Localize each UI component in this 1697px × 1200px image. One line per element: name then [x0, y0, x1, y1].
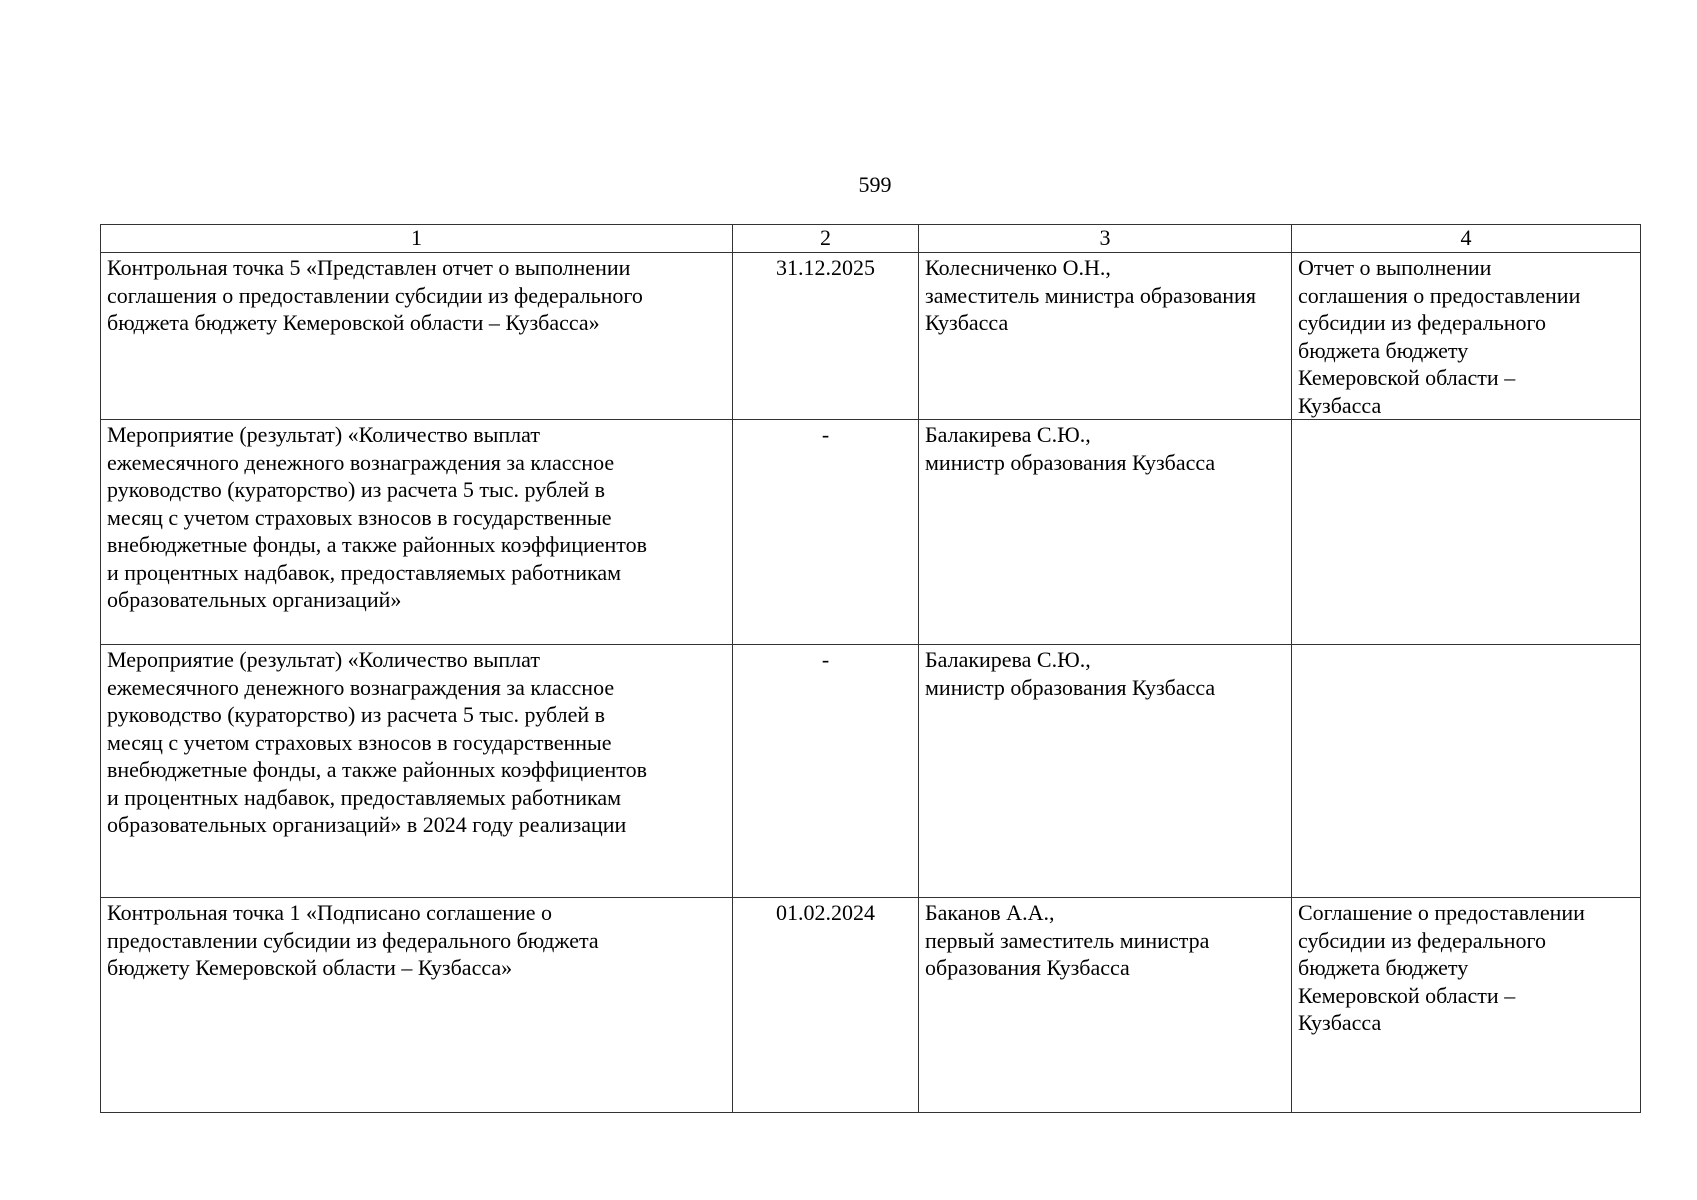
- table-header-row: [101, 225, 1641, 253]
- cell-date: [733, 898, 919, 1113]
- cell-description: [101, 420, 733, 645]
- page-number: 599: [858, 172, 892, 197]
- cell-text: Соглашение о предоставлении субсидии из федерального бюджета бюджету Кемеровской области – Кузбасса: [1298, 900, 1585, 1035]
- cell-text: -: [821, 422, 830, 447]
- cell-result-document: [1292, 420, 1641, 645]
- cell-text: Балакирева С.Ю., министр образования Кузбасса: [925, 647, 1216, 700]
- cell-result-document: [1292, 898, 1641, 1113]
- cell-date: [733, 420, 919, 645]
- column-header-2: 2: [733, 225, 919, 253]
- column-header-1: 1: [101, 225, 733, 253]
- table-row: [101, 645, 1641, 898]
- cell-text: 31.12.2025: [776, 255, 875, 280]
- cell-date: [733, 645, 919, 898]
- cell-text: Отчет о выполнении соглашения о предоставлении субсидии из федерального бюджета бюджету Кемеровской области – Кузбасса: [1298, 255, 1581, 418]
- cell-text: Мероприятие (результат) «Количество выплат ежемесячного денежного вознаграждения за классное руководство (кураторство) из расчета 5 тыс. рублей в месяц с учетом страховых взносов в государственные внебюджетные фонды, а также районных коэффициентов и процентных надбавок, предоставляемых работникам образовательных организаций»: [107, 422, 647, 612]
- cell-text: Колесниченко О.Н., заместитель министра образования Кузбасса: [925, 255, 1256, 335]
- cell-text: Балакирева С.Ю., министр образования Кузбасса: [925, 422, 1216, 475]
- cell-description: [101, 898, 733, 1113]
- column-header-4: 4: [1292, 225, 1641, 253]
- table-row: [101, 253, 1641, 420]
- cell-text: Контрольная точка 5 «Представлен отчет о выполнении соглашения о предоставлении субсидии из федерального бюджета бюджету Кемеровской области – Кузбасса»: [107, 255, 643, 335]
- cell-text: Баканов А.А., первый заместитель министра образования Кузбасса: [925, 900, 1210, 980]
- cell-result-document: [1292, 645, 1641, 898]
- cell-responsible: [919, 898, 1292, 1113]
- cell-responsible: [919, 253, 1292, 420]
- cell-description: [101, 645, 733, 898]
- table-row: [101, 898, 1641, 1113]
- cell-responsible: [919, 645, 1292, 898]
- cell-text: Контрольная точка 1 «Подписано соглашение о предоставлении субсидии из федерального бюджета бюджету Кемеровской области – Кузбасса»: [107, 900, 599, 980]
- table-row: [101, 420, 1641, 645]
- column-header-3: 3: [919, 225, 1292, 253]
- cell-date: [733, 253, 919, 420]
- cell-text: Мероприятие (результат) «Количество выплат ежемесячного денежного вознаграждения за классное руководство (кураторство) из расчета 5 тыс. рублей в месяц с учетом страховых взносов в государственные внебюджетные фонды, а также районных коэффициентов и процентных надбавок, предоставляемых работникам образовательных организаций» в 2024 году реализации: [107, 647, 647, 837]
- cell-text: -: [821, 647, 830, 672]
- document-table: [100, 224, 1641, 1113]
- cell-text: 01.02.2024: [776, 900, 875, 925]
- cell-responsible: [919, 420, 1292, 645]
- cell-result-document: [1292, 253, 1641, 420]
- cell-description: [101, 253, 733, 420]
